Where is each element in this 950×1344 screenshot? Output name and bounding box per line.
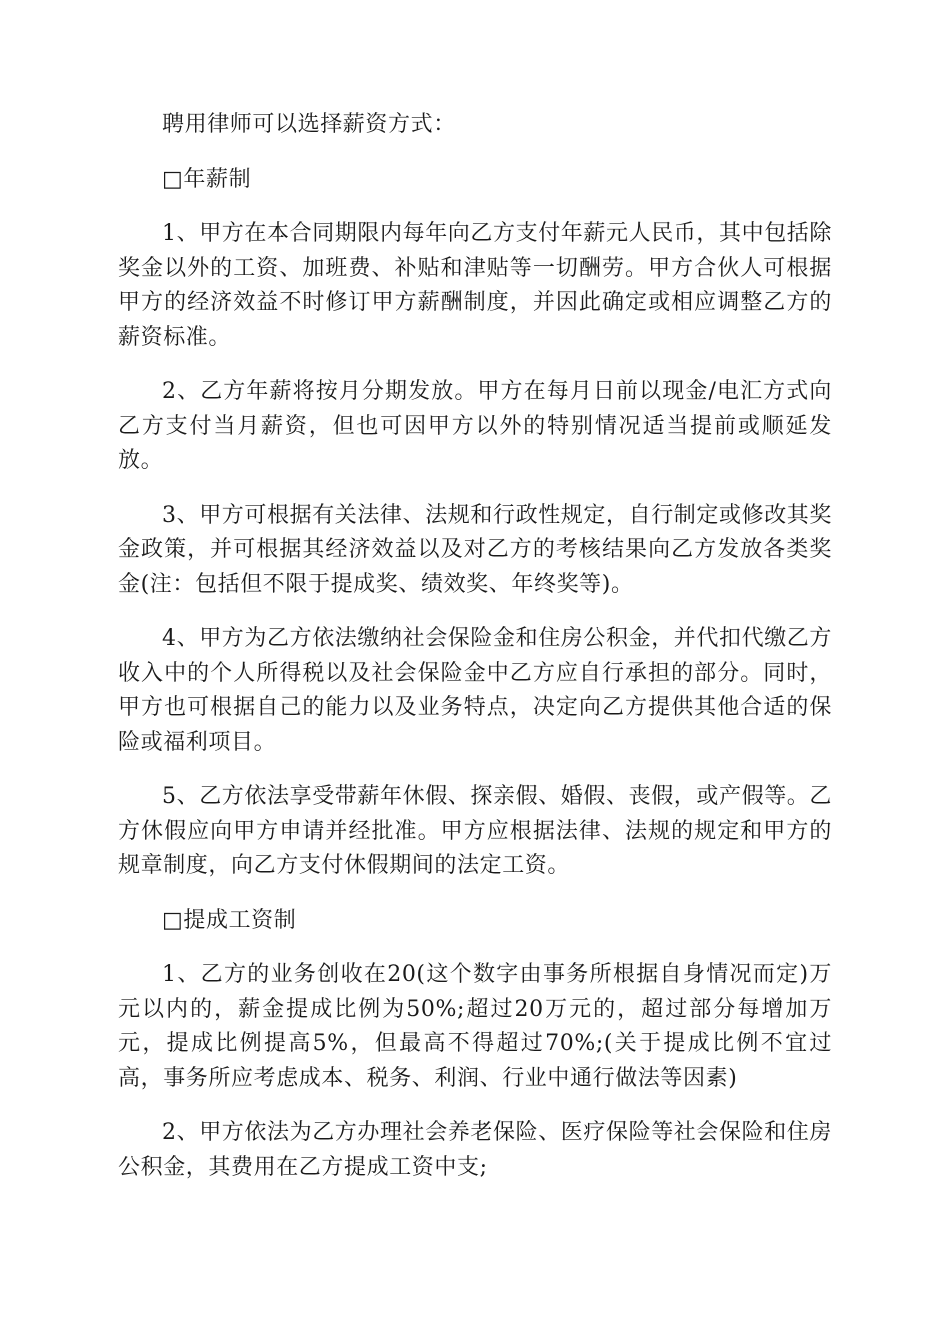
annual-clause-2: 2、乙方年薪将按月分期发放。甲方在每月日前以现金/电汇方式向乙方支付当月薪资，但也可因甲方以外的特别情况适当提前或顺延发放。 [118,379,832,473]
annual-clause-1: 1、甲方在本合同期限内每年向乙方支付年薪元人民币，其中包括除奖金以外的工资、加班费、补贴和津贴等一切酬劳。甲方合伙人可根据甲方的经济效益不时修订甲方薪酬制度，并因此确定或相应调整乙方的薪资标准。 [118,221,832,350]
intro-paragraph: 聘用律师可以选择薪资方式： [162,112,456,137]
annual-clause-5: 5、乙方依法享受带薪年休假、探亲假、婚假、丧假，或产假等。乙方休假应向甲方申请并经批准。甲方应根据法律、法规的规定和甲方的规章制度，向乙方支付休假期间的法定工资。 [118,784,832,878]
commission-clause-1: 1、乙方的业务创收在20(这个数字由事务所根据自身情况而定)万元以内的，薪金提成比例为50%;超过20万元的，超过部分每增加万元，提成比例提高5%，但最高不得超过70%;(关于提成比例不宜过高，事务所应考虑成本、税务、利润、行业中通行做法等因素) [118,962,832,1091]
annual-clause-3: 3、甲方可根据有关法律、法规和行政性规定，自行制定或修改其奖金政策，并可根据其经济效益以及对乙方的考核结果向乙方发放各类奖金(注：包括但不限于提成奖、绩效奖、年终奖等)。 [118,502,832,597]
commission-salary-heading: □提成工资制 [162,907,297,933]
annual-salary-heading: □年薪制 [162,166,252,192]
annual-clause-4: 4、甲方为乙方依法缴纳社会保险金和住房公积金，并代扣代缴乙方收入中的个人所得税以及社会保险金中乙方应自行承担的部分。同时，甲方也可根据自己的能力以及业务特点，决定向乙方提供其他合适的保险或福利项目。 [118,626,832,755]
commission-clause-2: 2、甲方依法为乙方办理社会养老保险、医疗保险等社会保险和住房公积金，其费用在乙方提成工资中支; [118,1120,832,1180]
